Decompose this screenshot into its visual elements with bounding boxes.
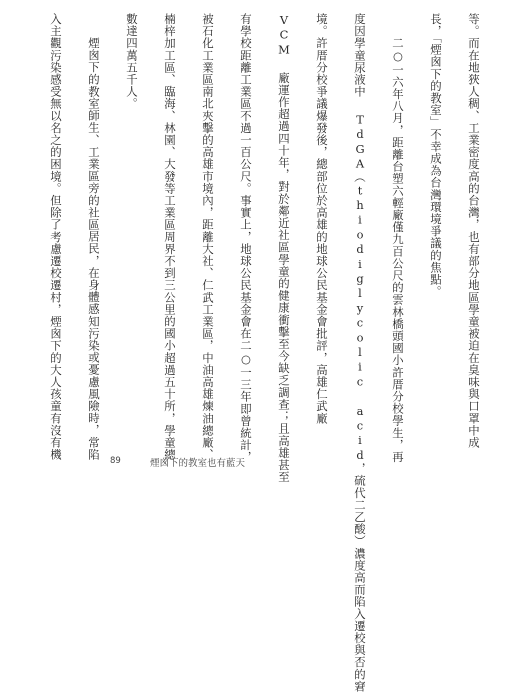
running-title: 煙囪下的教室也有藍天	[150, 458, 246, 469]
text-column-7: 有學校距離工業區不過一百公尺。事實上，地球公民基金會在二○一三年即曾統計，	[239, 13, 253, 464]
text-column-4: 度因學童尿液中 TdGA（thiodiglycolic acid，硫代二乙酸）濃度高而陷入遷校與否的窘	[353, 13, 367, 693]
text-column-10: 數達四萬五千人。	[125, 13, 139, 110]
text-column-9: 楠梓加工區、臨海、林園、大發等工業區周界不到三公里的國小超過五十所，學童總	[163, 13, 177, 461]
text-column-2: 長，「煙囪下的教室」不幸成為台灣環境爭議的焦點。	[429, 13, 443, 298]
text-column-11: 煙囪下的教室師生、工業區旁的社區居民，在身體感知污染或憂慮風險時，常陷	[87, 37, 101, 461]
text-column-5: 境。許厝分校爭議爆發後，總部位於高雄的地球公民基金會批評，高雄仁武廠	[315, 13, 329, 425]
text-column-6: VCM 廠運作超過四十年，對於鄰近社區學童的健康衝擊至今缺乏調查；且高雄甚至	[277, 13, 291, 484]
text-column-8: 被石化工業區南北夾擊的高雄市境內，距離大社、仁武工業區，中油高雄煉油總廠、	[201, 13, 215, 461]
text-column-12: 入主觀污染感受無以名之的困境。但除了考慮遷校遷村，煙囪下的大人孩童有沒有機	[49, 13, 63, 461]
page-number: 89	[110, 456, 121, 466]
text-column-1: 等。而在地狹人稠、工業密度高的台灣，也有部分地區學童被迫在臭味與口罩中成	[467, 13, 481, 449]
text-column-3: 二○一六年八月，距離台塑六輕廠僅九百公尺的雲林橋頭國小許厝分校學生，再	[391, 37, 405, 464]
